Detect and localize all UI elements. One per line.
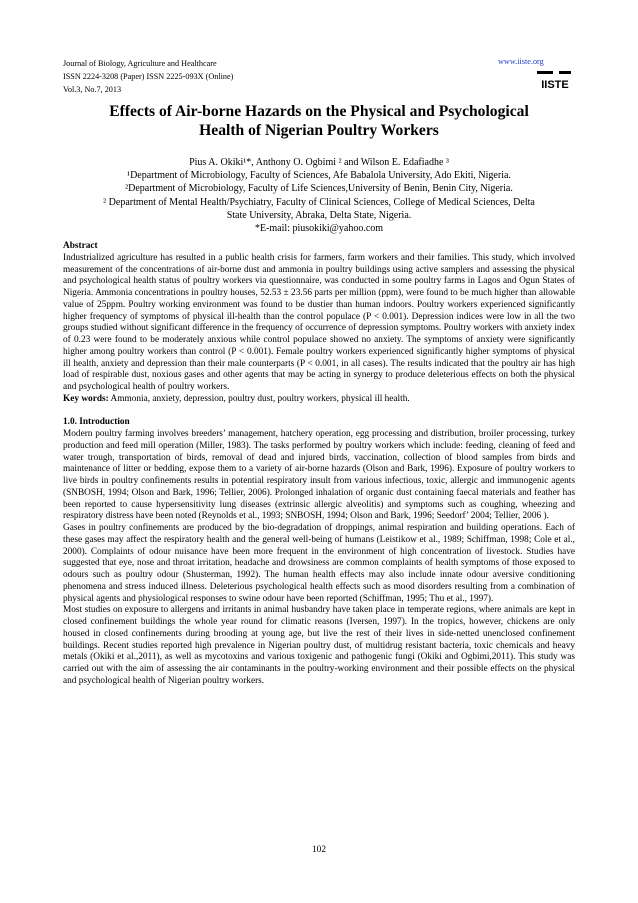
affiliation-3a: ² Department of Mental Health/Psychiatry, Faculty of Clinical Sciences, College of Medical Sciences, Delta [103, 196, 535, 208]
intro-paragraph-3: Most studies on exposure to allergens and irritants in animal husbandry have taken place in temperate regions, where animals are kept in closed confinement buildings the whole year round for climatic reasons (Iversen, 1997). In the tropics, however, chickens are only housed in closed confinements during brooding at young age, but live the rest of their lives in side-netted unenclosed confinement buildings. Recent studies reported high prevalence in Nigerian poultry dust, of multidrug resistant bacteria, toxic chemicals and heavy metals (Okiki et al.,2011), as well as mycotoxins and various toxigenic and pathogenic fungi (Okiki and Ogbimi,2011). This study was carried out with the aim of assessing the air contaminants in the poultry-working environment and their possible effects on the physical and psychological health of Nigerian poultry workers. [63, 605, 575, 686]
author-block [63, 156, 575, 235]
affiliation-1: ¹Department of Microbiology, Faculty of Sciences, Afe Babalola University, Ado Ekiti, Nigeria. [127, 170, 511, 182]
journal-name: Journal of Biology, Agriculture and Healthcare [63, 59, 217, 68]
journal-url-link[interactable]: www.iiste.org [498, 57, 544, 66]
keywords-line [63, 394, 575, 406]
author-email: *E-mail: piusokiki@yahoo.com [254, 223, 384, 235]
keywords-list: Ammonia, anxiety, depression, poultry dust, poultry workers, physical ill health. [108, 393, 410, 404]
author-names: Pius A. Okiki¹*, Anthony O. Ogbimi ² and Wilson E. Edafiadhe ³ [189, 157, 449, 168]
intro-heading: 1.0. Introduction [63, 417, 130, 428]
affiliation-3b: State University, Abraka, Delta State, Nigeria. [226, 209, 412, 221]
abstract-text: Industrialized agriculture has resulted in a public health crisis for farmers, farm workers and their families. This study, which involved measurement of the concentrations of air-borne dust and ammonia in poultry buildings using active samplers and assessing the physical and psychological health status of poultry workers via questionnaire, was conducted in some poultry farms in Lagos and Ogun States of Nigeria. Ammonia concentrations in poultry houses, 52.53 ± 23.56 parts per million (ppm), were found to be much higher than allowable value of 25ppm. Poultry working environment was found to be dustier than human indoors. Poultry workers experienced significantly higher frequency of symptoms of physical ill-health than the control populace (P < 0.001). Depression indices were low in all the two groups studied without significant difference in the frequency of occurrence of depression symptoms. Poultry workers with anxiety index of 0.23 were found to be moderately anxious while control populace showed no anxiety. The symptoms of anxiety were significantly higher among poultry workers than control (P < 0.001). Female poultry workers experienced significantly higher symptoms of physical ill health, anxiety and depression than their male counterparts (P < 0.001, in all cases). The results indicated that the poultry air has high load of respirable dust, noxious gases and other agents that may be acting in synergy to produce deleterious effects on both the physical and psychological health of poultry workers. [63, 252, 575, 392]
journal-header [63, 57, 233, 96]
iiste-logo [535, 68, 575, 92]
title-line-1: Effects of Air-borne Hazards on the Physical and Psychological [109, 103, 529, 120]
keywords-label: Key words: [63, 393, 109, 404]
intro-paragraph-2: Gases in poultry confinements are produced by the bio-degradation of droppings, animal respiration and building operations. Each of these gases may affect the respiratory health and the general well-being of humans (Leistikow et al., 1989; Schiffman, 1998; Cole et al., 2000). Complaints of odour nuisance have been more frequent in the environment of high concentration of livestock. Studies have suggested that eye, nose and throat irritation, headache and drowsiness are common complaints of health symptoms of those exposed to odours such as poultry odour (Shusterman, 1992). The human health effects may also include innate odour aversive conditioning phenomena and stress induced illness. Deleterious psychological health effects such as mood disorders resulting from a combination of physical agents and physiological responses to swine odour have been reported (Schiffman, 1995; Thu et al., 1997). [63, 523, 575, 604]
logo-text: IISTE [541, 79, 569, 91]
journal-issn: ISSN 2224-3208 (Paper) ISSN 2225-093X (Online) [63, 72, 234, 81]
abstract-heading: Abstract [63, 241, 98, 251]
title-line-2: Health of Nigerian Poultry Workers [199, 122, 439, 139]
intro-paragraph-1: Modern poultry farming involves breeders’ management, hatchery operation, egg processing and distribution, broiler processing, turkey production and feed mill operation (Miller, 1983). The tasks performed by poultry workers which include: feeding, cleaning of feed and water trough, transportation of birds, removal of dead and injured birds, vaccination, collection of blood samples from birds and maintenance of litter or bedding, expose them to a variety of air-borne hazards (Olson and Bark, 1996). Exposure of poultry workers to live birds in poultry confinements results in potential respiratory insult from various infectious, toxic, allergic and immunogenic agents (SNBOSH, 1994; Olson and Bark, 1996; Tellier, 2006). Prolonged inhalation of organic dust containing faecal materials and feather has been reported to cause hypersensitivity lung diseases (extrinsic allergic alveolitis) and symptoms such as coughing, wheezing and respiratory distress have been noted (Reynolds et al., 1993; SNBOSH, 1994; Olson and Bark, 1996; Seedorf’ 2004; Tellier, 2006 ). [63, 429, 575, 522]
journal-volume: Vol.3, No.7, 2013 [63, 85, 122, 94]
paper-title [63, 102, 575, 140]
paper-body [63, 241, 575, 688]
affiliation-2: ²Department of Microbiology, Faculty of Life Sciences,University of Benin, Benin City, Nigeria. [125, 183, 513, 195]
page-number: 102 [312, 845, 326, 855]
